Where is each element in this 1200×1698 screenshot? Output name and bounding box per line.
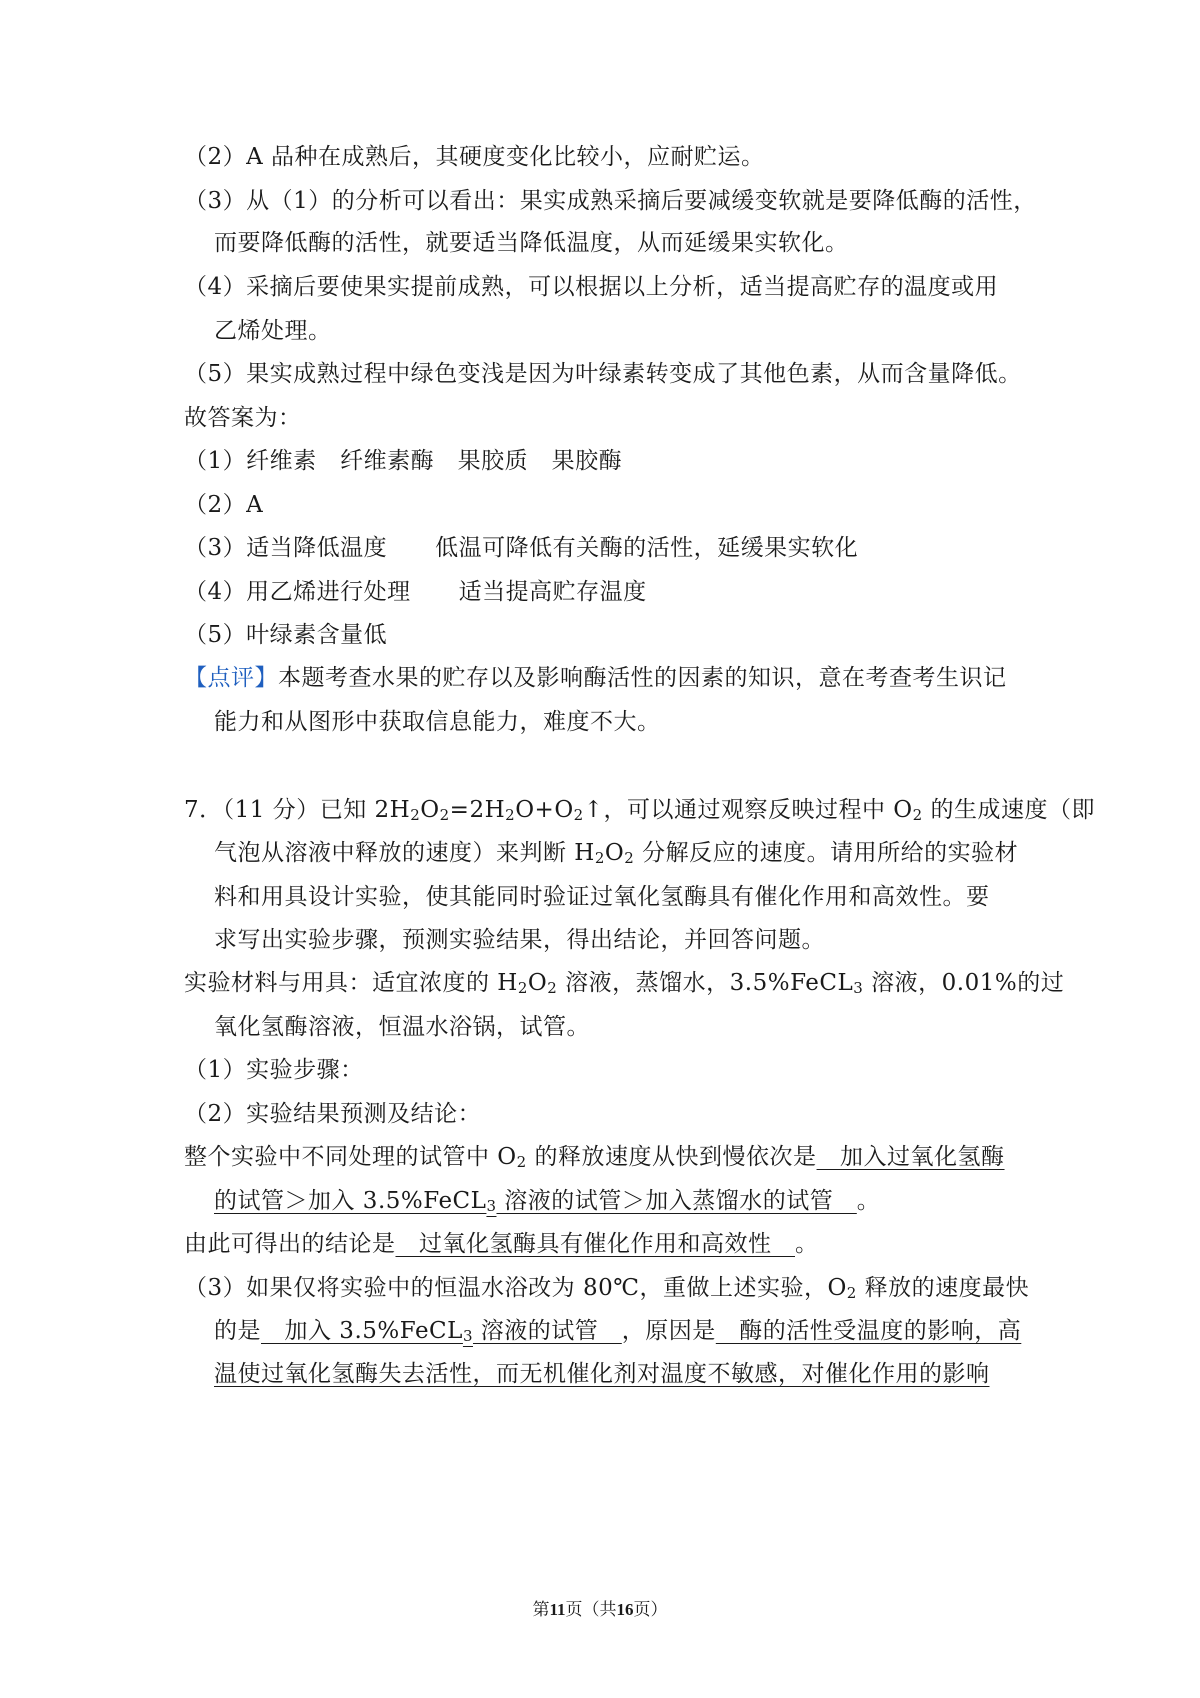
- answer-a1: （1）纤维素 纤维素酶 果胶质 果胶酶: [184, 448, 623, 474]
- result-line2: 的试管＞加入 3.5%FeCL$_3$ 溶液的试管＞加入蒸馏水的试管 。: [214, 1188, 881, 1215]
- answer-p3-line1: （3）从（1）的分析可以看出：果实成熟采摘后要减缓变软就是要降低酶的活性，: [184, 188, 1037, 214]
- result-heading: （2）实验结果预测及结论：: [184, 1101, 482, 1127]
- conclusion-line: 由此可得出的结论是 过氧化氢酶具有催化作用和高效性 。: [184, 1231, 819, 1257]
- answer-intro: 故答案为：: [184, 405, 302, 431]
- answer-p5: （5）果实成熟过程中绿色变浅是因为叶绿素转变成了其他色素，从而含量降低。: [184, 361, 1022, 387]
- answer-a5: （5）叶绿素含量低: [184, 622, 388, 648]
- q3-line2: 的是 加入 3.5%FeCL$_3$ 溶液的试管 ，原因是 酶的活性受温度的影响，高: [214, 1318, 1022, 1345]
- answer-blank-order: 加入过氧化氢酶: [816, 1144, 1005, 1170]
- review-line1: 【点评】本题考查水果的贮存以及影响酶活性的因素的知识，意在考查考生识记: [184, 665, 1007, 691]
- answer-p3-line2: 而要降低酶的活性，就要适当降低温度，从而延缓果实软化。: [214, 230, 849, 256]
- review-tag: 【点评】: [184, 665, 278, 691]
- answer-a3: （3）适当降低温度 低温可降低有关酶的活性，延缓果实软化: [184, 535, 859, 561]
- page-total: 16: [616, 1600, 634, 1619]
- answer-p2: （2）A 品种在成熟后，其硬度变化比较小，应耐贮运。: [184, 144, 765, 170]
- q7-stem-line1: 7．（11 分）已知 $2H_2O_2=2H_2O+O_2↑$，可以通过观察反映过程中 $O_2$ 的生成速度（即: [184, 797, 1096, 824]
- answer-a4: （4）用乙烯进行处理 适当提高贮存温度: [184, 579, 647, 605]
- answer-a2: （2）A: [184, 492, 264, 518]
- q7-stem-line4: 求写出实验步骤，预测实验结果，得出结论，并回答问题。: [214, 927, 825, 953]
- result-line1: 整个实验中不同处理的试管中 $O_2$ 的释放速度从快到慢依次是 加入过氧化氢酶: [184, 1144, 1005, 1171]
- step-heading: （1）实验步骤：: [184, 1057, 364, 1083]
- page-footer: 第11页（共16页）: [532, 1600, 668, 1620]
- q3-line3: 温使过氧化氢酶失去活性，而无机催化剂对温度不敏感，对催化作用的影响: [214, 1361, 990, 1387]
- answer-p4-line1: （4）采摘后要使果实提前成熟，可以根据以上分析，适当提高贮存的温度或用: [184, 274, 999, 300]
- materials-line1: 实验材料与用具：适宜浓度的 $H_2O_2$ 溶液，蒸馏水，3.5%FeCL$_3$ 溶液，0.01%的过: [184, 970, 1065, 997]
- review-line2: 能力和从图形中获取信息能力，难度不大。: [214, 709, 661, 735]
- q3-line1: （3）如果仅将实验中的恒温水浴改为 80℃，重做上述实验，$O_2$ 释放的速度最快: [184, 1275, 1030, 1302]
- answer-blank-conclusion: 过氧化氢酶具有催化作用和高效性: [395, 1231, 795, 1257]
- q7-stem-line3: 料和用具设计实验，使其能同时验证过氧化氢酶具有催化作用和高效性。要: [214, 884, 990, 910]
- materials-line2: 氧化氢酶溶液，恒温水浴锅，试管。: [214, 1014, 590, 1040]
- q7-stem-line2: 气泡从溶液中释放的速度）来判断 $H_2O_2$ 分解反应的速度。请用所给的实验材: [214, 840, 1019, 867]
- answer-p4-line2: 乙烯处理。: [214, 318, 332, 344]
- page-number: 11: [549, 1600, 566, 1619]
